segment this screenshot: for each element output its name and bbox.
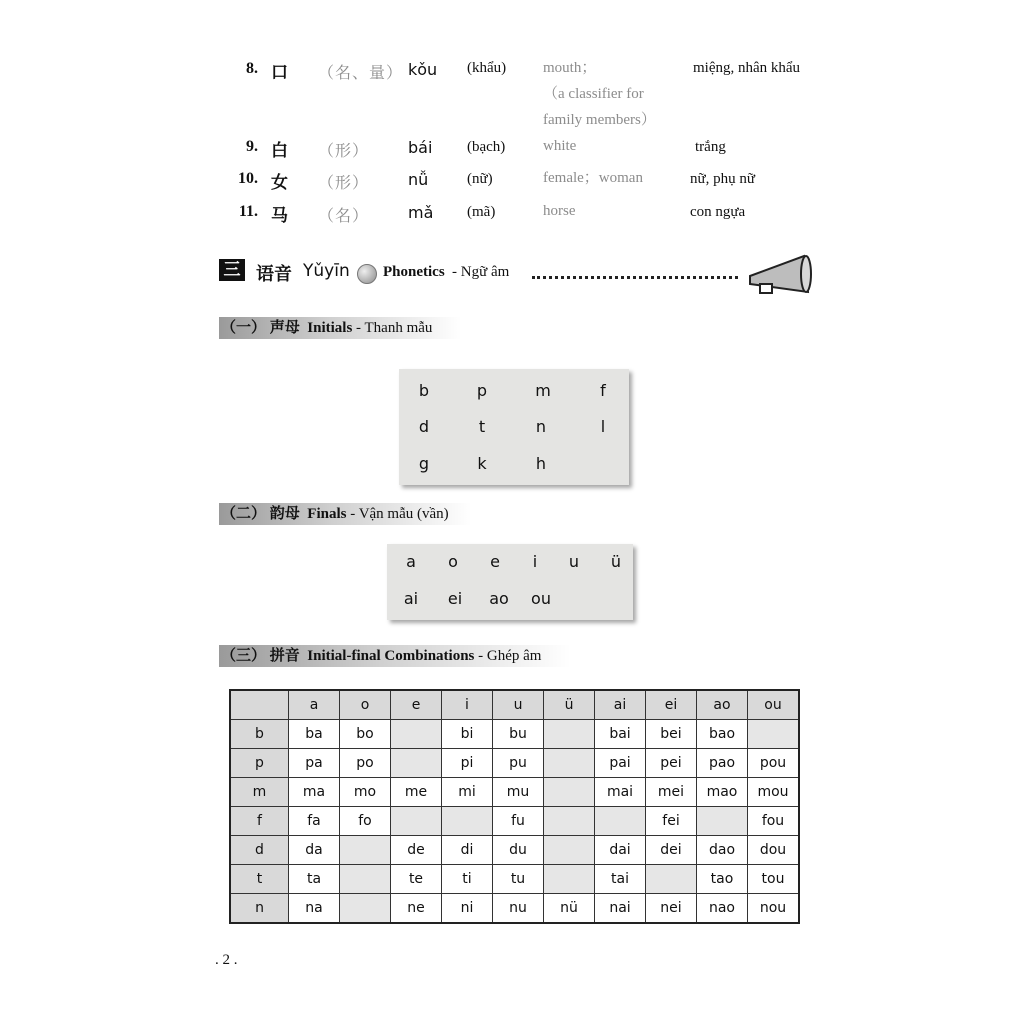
table-cell: dei <box>646 836 697 865</box>
vocab-pos: （形） <box>318 143 370 160</box>
table-cell <box>391 720 442 749</box>
table-cell: de <box>391 836 442 865</box>
table-cell: ta <box>289 865 340 894</box>
table-row <box>230 807 799 836</box>
heading-en: Initial-final Combinations <box>307 648 475 664</box>
table-cell: nei <box>646 894 697 924</box>
table-cell: nu <box>493 894 544 924</box>
table-cell <box>340 865 391 894</box>
table-cell: pa <box>289 749 340 778</box>
table-cell: di <box>442 836 493 865</box>
table-row <box>230 749 799 778</box>
vocab-char: 女 <box>271 173 288 192</box>
vocab-vietnamese: miệng, nhân khẩu <box>693 60 801 76</box>
heading-cn: 声母 <box>269 320 300 336</box>
vocab-pinyin: mǎ <box>408 203 434 222</box>
column-header: i <box>442 690 493 720</box>
combination-table <box>229 689 800 924</box>
section-title-en: Phonetics <box>383 264 445 280</box>
table-cell: nai <box>595 894 646 924</box>
vocab-number: 9. <box>246 138 258 155</box>
vocab-english <box>543 55 656 133</box>
heading-en: Initials <box>307 320 353 336</box>
vocab-pinyin: bái <box>408 138 433 157</box>
initial-letter: h <box>535 454 547 473</box>
vocab-pos: （名、量） <box>318 65 404 82</box>
initial-letter: b <box>418 381 430 400</box>
heading-cn: 韵母 <box>269 506 300 522</box>
heading-number: （三） <box>221 648 267 664</box>
vocab-english-line: （a classifier for <box>543 86 644 102</box>
vocab-pinyin: nǚ <box>408 170 429 189</box>
vocab-number: 11. <box>238 203 258 220</box>
final-letter: i <box>532 552 538 571</box>
heading-vi: - Vận mẫu (vần) <box>350 506 449 522</box>
table-row <box>230 865 799 894</box>
table-row <box>230 836 799 865</box>
table-cell: bo <box>340 720 391 749</box>
initial-letter: m <box>535 381 551 400</box>
table-cell: mai <box>595 778 646 807</box>
table-cell: pei <box>646 749 697 778</box>
dotted-leader <box>532 276 738 279</box>
column-header: e <box>391 690 442 720</box>
table-cell: pu <box>493 749 544 778</box>
row-header: t <box>230 865 289 894</box>
vocab-char: 马 <box>271 206 288 225</box>
final-letter: ai <box>403 589 419 608</box>
table-cell: mo <box>340 778 391 807</box>
initials-box <box>399 369 629 485</box>
table-cell <box>544 865 595 894</box>
table-row <box>230 778 799 807</box>
heading-en: Finals <box>307 506 347 522</box>
initial-letter: l <box>600 417 606 436</box>
table-cell: mu <box>493 778 544 807</box>
row-header: n <box>230 894 289 924</box>
page-number: . 2 . <box>215 952 238 968</box>
section-title-pinyin: Yǔyīn <box>303 261 350 281</box>
table-cell <box>442 807 493 836</box>
vocab-number: 10. <box>238 170 258 187</box>
vocab-english-line: mouth； <box>543 60 597 76</box>
vocab-sino-viet: (khẩu) <box>467 60 507 76</box>
finals-heading <box>219 503 471 525</box>
table-cell <box>646 865 697 894</box>
initial-letter: g <box>418 454 430 473</box>
vocab-sino-viet: (mã) <box>467 204 496 220</box>
heading-vi: - Ghép âm <box>478 648 542 664</box>
heading-number: （二） <box>221 506 267 522</box>
table-cell: nao <box>697 894 748 924</box>
table-cell: dai <box>595 836 646 865</box>
vocab-pos: （形） <box>318 175 370 192</box>
table-cell: bu <box>493 720 544 749</box>
vocab-english: female；woman <box>543 170 643 186</box>
table-cell: pai <box>595 749 646 778</box>
column-header: o <box>340 690 391 720</box>
table-cell: ma <box>289 778 340 807</box>
vocab-pinyin: kǒu <box>408 60 438 79</box>
table-cell: dao <box>697 836 748 865</box>
table-cell: fu <box>493 807 544 836</box>
table-cell: bai <box>595 720 646 749</box>
table-cell: bi <box>442 720 493 749</box>
vocab-english: white <box>543 138 577 154</box>
circle-bullet-icon <box>357 264 377 284</box>
table-cell: tou <box>748 865 800 894</box>
initial-letter: d <box>418 417 430 436</box>
vocab-sino-viet: (nữ) <box>467 171 493 187</box>
table-cell: tai <box>595 865 646 894</box>
table-cell <box>391 749 442 778</box>
vocab-sino-viet: (bạch) <box>467 139 506 155</box>
table-cell: fei <box>646 807 697 836</box>
table-cell <box>340 836 391 865</box>
vocab-char: 白 <box>271 141 288 160</box>
table-cell: po <box>340 749 391 778</box>
table-cell <box>544 778 595 807</box>
vocab-english-line: family members） <box>543 112 656 128</box>
table-cell <box>544 749 595 778</box>
table-row <box>230 720 799 749</box>
row-header: b <box>230 720 289 749</box>
table-cell: ni <box>442 894 493 924</box>
table-cell <box>391 807 442 836</box>
table-cell: me <box>391 778 442 807</box>
final-letter: u <box>568 552 580 571</box>
finals-box <box>387 544 633 620</box>
table-cell: pou <box>748 749 800 778</box>
table-cell: tao <box>697 865 748 894</box>
table-cell <box>544 807 595 836</box>
row-header: m <box>230 778 289 807</box>
final-letter: a <box>406 552 416 571</box>
table-row <box>230 894 799 924</box>
initial-letter: k <box>477 454 487 473</box>
final-letter: e <box>490 552 500 571</box>
final-letter: ao <box>489 589 509 608</box>
final-letter: o <box>448 552 458 571</box>
column-header: ü <box>544 690 595 720</box>
column-header: ai <box>595 690 646 720</box>
vocab-pos: （名） <box>318 208 370 225</box>
section-title-vi: - Ngữ âm <box>452 264 510 280</box>
table-cell: ne <box>391 894 442 924</box>
initial-letter: p <box>476 381 488 400</box>
vocab-english: horse <box>543 203 576 219</box>
table-cell: mi <box>442 778 493 807</box>
column-header: u <box>493 690 544 720</box>
table-cell <box>544 720 595 749</box>
table-cell: du <box>493 836 544 865</box>
table-cell: fou <box>748 807 800 836</box>
table-cell: mou <box>748 778 800 807</box>
table-header-row <box>230 690 799 720</box>
column-header: ou <box>748 690 800 720</box>
final-letter: ei <box>447 589 463 608</box>
table-cell: nou <box>748 894 800 924</box>
table-cell: mei <box>646 778 697 807</box>
megaphone-icon <box>746 252 814 298</box>
column-header: ao <box>697 690 748 720</box>
table-cell: da <box>289 836 340 865</box>
initial-letter: f <box>600 381 606 400</box>
vocab-vietnamese: nữ, phụ nữ <box>690 171 756 187</box>
table-cell <box>340 894 391 924</box>
table-cell: pao <box>697 749 748 778</box>
vocab-vietnamese: con ngựa <box>690 204 746 220</box>
vocab-vietnamese: trắng <box>695 139 726 155</box>
heading-number: （一） <box>221 320 267 336</box>
final-letter: ü <box>610 552 622 571</box>
table-corner-cell <box>230 690 289 720</box>
table-cell <box>595 807 646 836</box>
table-cell: bei <box>646 720 697 749</box>
vocab-char: 口 <box>271 63 288 82</box>
table-cell: fa <box>289 807 340 836</box>
table-cell: ti <box>442 865 493 894</box>
vocab-number: 8. <box>246 60 258 77</box>
table-cell <box>748 720 800 749</box>
initials-heading <box>219 317 461 339</box>
row-header: p <box>230 749 289 778</box>
row-header: d <box>230 836 289 865</box>
table-cell: te <box>391 865 442 894</box>
table-cell: dou <box>748 836 800 865</box>
initial-letter: n <box>535 417 547 436</box>
table-cell: tu <box>493 865 544 894</box>
section-title-cn: 语音 <box>256 264 292 284</box>
heading-vi: - Thanh mẫu <box>356 320 433 336</box>
row-header: f <box>230 807 289 836</box>
table-cell <box>544 836 595 865</box>
table-cell: nü <box>544 894 595 924</box>
table-cell: mao <box>697 778 748 807</box>
column-header: a <box>289 690 340 720</box>
section-number-badge: 三 <box>219 259 245 281</box>
final-letter: ou <box>531 589 551 608</box>
table-cell: bao <box>697 720 748 749</box>
column-header: ei <box>646 690 697 720</box>
heading-cn: 拼音 <box>269 648 300 664</box>
initial-letter: t <box>478 417 486 436</box>
combos-heading <box>219 645 571 667</box>
table-cell: fo <box>340 807 391 836</box>
table-cell <box>697 807 748 836</box>
table-cell: pi <box>442 749 493 778</box>
table-cell: ba <box>289 720 340 749</box>
table-cell: na <box>289 894 340 924</box>
